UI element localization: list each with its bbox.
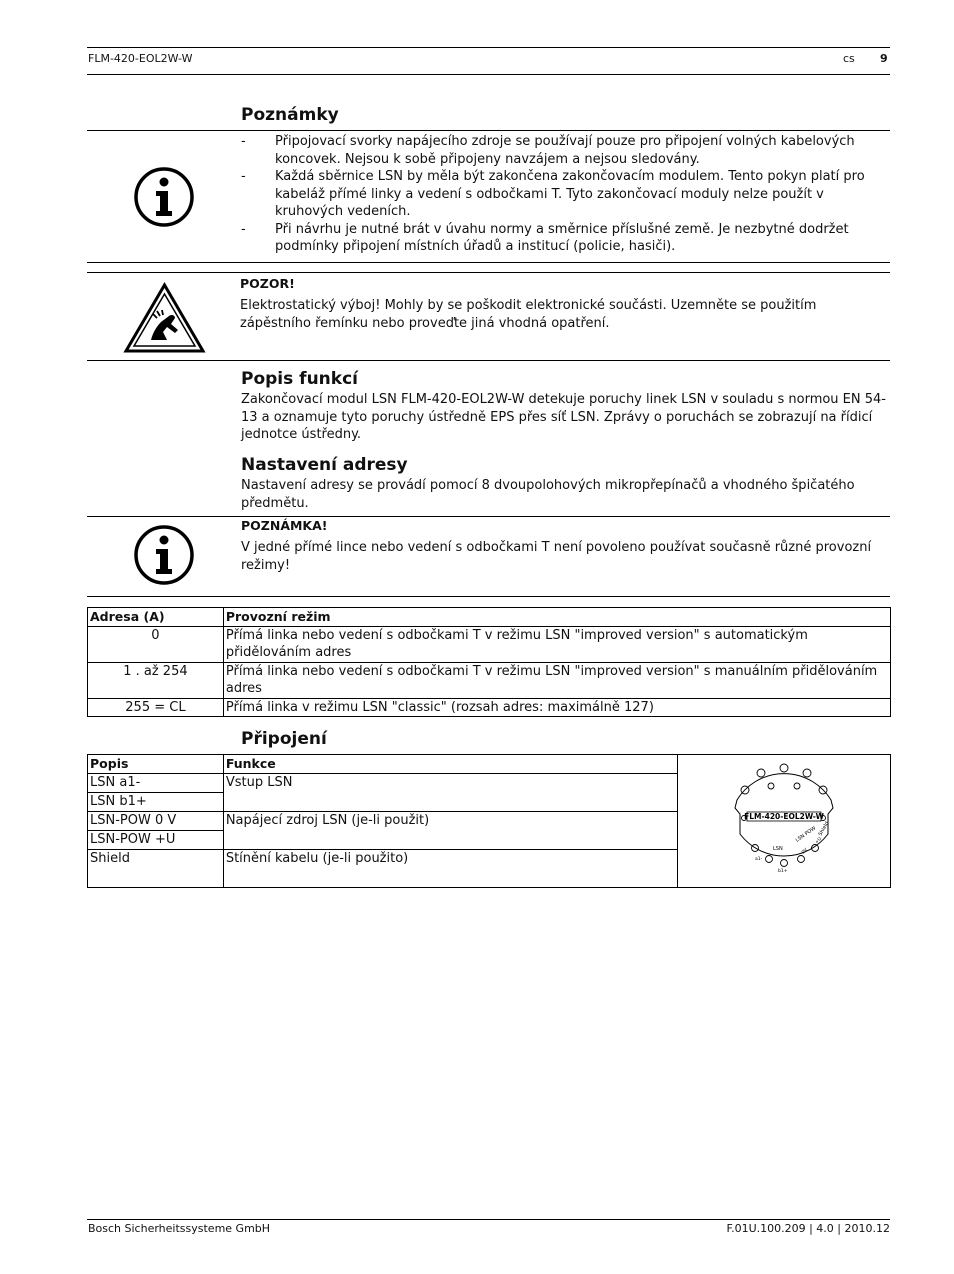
address-table xyxy=(87,607,891,717)
footer-company: Bosch Sicherheitssysteme GmbH xyxy=(88,1222,271,1235)
table-row xyxy=(88,662,891,698)
esd-warning-icon xyxy=(123,282,206,354)
diagram-pin-label: LSN POW xyxy=(794,825,818,844)
notes-item: - Každá sběrnice LSN by měla být zakončena zakončovacím modulem. Tento pokyn platí pro kabeláž přímé linky a vedení s odbočkami T. Tyto zakončovací moduly nelze použít v kruhových vedeních. xyxy=(241,169,865,219)
table-cell-mode: Přímá linka nebo vedení s odbočkami T v režimu LSN "improved version" s manuálním přidělováním adres xyxy=(223,662,890,698)
terminal-cell: LSN b1+ xyxy=(88,793,224,812)
table-cell-address: 1 . až 254 xyxy=(88,662,224,698)
info-icon xyxy=(133,166,195,228)
table-cell-mode: Přímá linka v režimu LSN "classic" (rozsah adres: maximálně 127) xyxy=(223,698,890,717)
footer-rule xyxy=(87,1219,890,1220)
function-title: Popis funkcí xyxy=(241,369,358,389)
notes-title: Poznámky xyxy=(241,105,339,125)
terminal-cell: Shield xyxy=(88,850,224,888)
address-note-rule-top xyxy=(87,516,890,517)
address-note-text: V jedné přímé lince nebo vedení s odbočkami T není povoleno používat současně různé provozní režimy! xyxy=(241,540,872,573)
diagram-pin-label: +U xyxy=(814,836,824,846)
table-header-row xyxy=(88,755,891,774)
info-icon xyxy=(133,524,195,586)
address-title: Nastavení adresy xyxy=(241,455,408,475)
address-text: Nastavení adresy se provádí pomocí 8 dvoupolohových mikropřepínačů a vhodného špičatého předmětu. xyxy=(241,478,855,511)
header-lang: cs xyxy=(843,52,855,65)
table-header-function: Funkce xyxy=(223,755,677,774)
table-header-row xyxy=(88,608,891,627)
connection-table xyxy=(87,754,891,888)
header-doc-code: FLM-420-EOL2W-W xyxy=(88,52,193,65)
caution-rule-bottom xyxy=(87,360,890,361)
function-cell: Napájecí zdroj LSN (je-li použit) xyxy=(223,812,677,850)
function-text: Zakončovací modul LSN FLM-420-EOL2W-W detekuje poruchy linek LSN v souladu s normou EN 54-13 a oznamuje tyto poruchy ústředně EPS přes síť LSN. Zprávy o poruchách se zobrazují na řídicí jednotce ústředny. xyxy=(241,392,886,442)
address-note-rule-bottom xyxy=(87,596,890,597)
table-row xyxy=(88,626,891,662)
module-board-diagram xyxy=(725,760,843,876)
function-cell: Stínění kabelu (je-li použito) xyxy=(223,850,677,888)
caution-rule-top xyxy=(87,272,890,273)
notes-list xyxy=(241,133,891,256)
module-diagram-cell xyxy=(678,755,891,888)
diagram-pin-label: 0V xyxy=(801,848,809,856)
diagram-label: FLM-420-EOL2W-W xyxy=(744,812,824,822)
table-cell-mode: Přímá linka nebo vedení s odbočkami T v režimu LSN "improved version" s automatickým přidělováním adres xyxy=(223,626,890,662)
notes-rule-bottom xyxy=(87,262,890,263)
diagram-pin-label: a1- xyxy=(755,857,763,863)
diagram-pin-label: Shield xyxy=(817,820,831,838)
table-row xyxy=(88,698,891,717)
header-rule-bottom xyxy=(87,74,890,75)
table-cell-address: 255 = CL xyxy=(88,698,224,717)
table-header-mode: Provozní režim xyxy=(223,608,890,627)
diagram-pin-label: b1+ xyxy=(778,869,788,875)
connection-title: Připojení xyxy=(241,729,327,749)
function-cell: Vstup LSN xyxy=(223,774,677,812)
caution-text: Elektrostatický výboj! Mohly by se poškodit elektronické součásti. Uzemněte se použitím zápěstního řemínku nebo proveďte jiná vhodná opatření. xyxy=(240,298,817,331)
caution-label: POZOR! xyxy=(240,276,295,291)
footer-doc-ref: F.01U.100.209 | 4.0 | 2010.12 xyxy=(726,1222,890,1235)
terminal-cell: LSN-POW 0 V xyxy=(88,812,224,831)
table-cell-address: 0 xyxy=(88,626,224,662)
notes-item: - Připojovací svorky napájecího zdroje se používají pouze pro připojení volných kabelových koncovek. Nejsou k sobě připojeny navzájem a nejsou sledovány. xyxy=(241,134,855,167)
table-header-address: Adresa (A) xyxy=(88,608,224,627)
header-rule-top xyxy=(87,47,890,48)
diagram-pin-label: LSN xyxy=(773,846,783,853)
notes-rule-top xyxy=(87,130,890,131)
notes-item: - Při návrhu je nutné brát v úvahu normy a směrnice příslušné země. Je nezbytné dodržet podmínky připojení místních úřadů a institucí (policie, hasiči). xyxy=(241,221,849,254)
header-page-number: 9 xyxy=(880,52,888,65)
terminal-cell: LSN a1- xyxy=(88,774,224,793)
table-header-description: Popis xyxy=(88,755,224,774)
terminal-cell: LSN-POW +U xyxy=(88,831,224,850)
address-note-label: POZNÁMKA! xyxy=(241,518,328,533)
